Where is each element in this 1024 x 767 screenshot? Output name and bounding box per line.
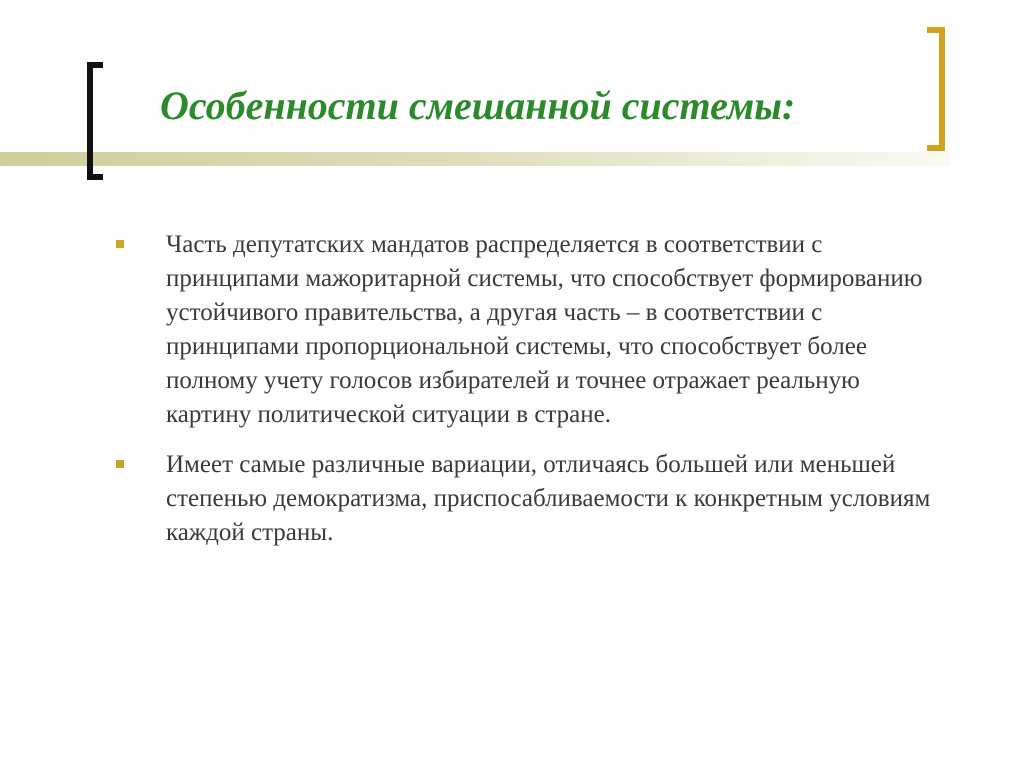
- left-bracket-decoration: [87, 62, 103, 180]
- title-underline-bar: [0, 152, 950, 166]
- bullet-list: [116, 228, 936, 566]
- slide-title: Особенности смешанной системы:: [160, 83, 796, 128]
- bullet-item: [116, 448, 936, 550]
- square-bullet-icon: [116, 240, 124, 248]
- bullet-text: Имеет самые различные вариации, отличаясь большей или меньшей степенью демократизма, приспосабливаемости к конкретным условиям каждой страны.: [166, 451, 931, 546]
- bullet-item: [116, 228, 936, 432]
- bullet-text: Часть депутатских мандатов распределяется в соответствии с принципами мажоритарной системы, что способствует формированию устойчивого правительства, а другая часть – в соответствии с принципами пропорциональной системы, что способствует более полному учету голосов избирателей и точнее отражает реальную картину политической ситуации в стране.: [166, 231, 923, 428]
- square-bullet-icon: [116, 460, 124, 468]
- right-bracket-decoration: [927, 27, 945, 151]
